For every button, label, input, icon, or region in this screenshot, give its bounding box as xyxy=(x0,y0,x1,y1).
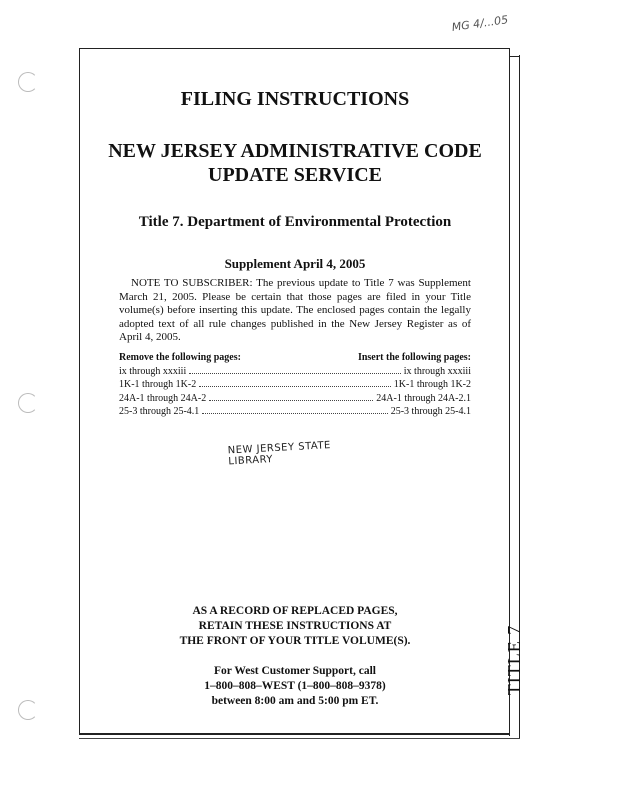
supplement-date: Supplement April 4, 2005 xyxy=(224,256,366,271)
remove-header: Remove the following pages: xyxy=(119,352,241,363)
retain-line-3: THE FRONT OF YOUR TITLE VOLUME(S). xyxy=(179,635,411,647)
service-title: UPDATE SERVICE xyxy=(208,164,382,186)
retain-line-2: RETAIN THESE INSTRUCTIONS AT xyxy=(198,620,392,632)
retain-line-1: AS A RECORD OF REPLACED PAGES, xyxy=(192,605,398,617)
insert-pages: 1K-1 through 1K-2 xyxy=(393,379,471,391)
code-title-block xyxy=(80,139,510,187)
table-row xyxy=(119,366,471,379)
leader-dots xyxy=(202,406,387,414)
support-phone: 1–800–808–WEST (1–800–808–9378) xyxy=(204,680,386,692)
pages-table xyxy=(119,366,471,419)
code-title: NEW JERSEY ADMINISTRATIVE CODE xyxy=(108,140,482,162)
punch-hole-middle xyxy=(18,393,38,413)
tab-top-rule xyxy=(509,56,519,57)
leader-dots xyxy=(209,393,373,401)
remove-pages: ix through xxxiii xyxy=(119,366,187,377)
insert-pages: 24A-1 through 24A-2.1 xyxy=(376,392,471,404)
remove-pages: 25-3 through 25-4.1 xyxy=(119,405,200,417)
frame-bottom-rule-outer xyxy=(79,738,520,739)
insert-header: Insert the following pages: xyxy=(357,352,471,363)
frame-bottom-rule xyxy=(79,733,509,735)
retain-instructions xyxy=(80,604,510,649)
handwritten-note: MG 4/...05 xyxy=(450,13,509,34)
subscriber-note: NOTE TO SUBSCRIBER: The previous update to Title 7 was Supplement March 21, 2005. Please be certain that those pages are filed in your Title volume(s) before inserting this update. The enclosed pages contain the legally adopted text of all rule changes published in the New Jersey Register as of April 4, 2005. xyxy=(119,277,471,343)
title-tab-label: TITLE 7 xyxy=(504,624,524,696)
remove-pages: 24A-1 through 24A-2 xyxy=(119,392,207,404)
customer-support xyxy=(80,664,510,709)
support-hours: between 8:00 am and 5:00 pm ET. xyxy=(211,695,379,707)
frame-top-rule xyxy=(79,48,509,49)
support-line-1: For West Customer Support, call xyxy=(214,665,376,677)
leader-dots xyxy=(189,366,401,374)
leader-dots xyxy=(199,379,391,387)
insert-pages: ix through xxxiii xyxy=(403,366,471,377)
pages-table-header xyxy=(119,352,471,365)
title-line: Title 7. Department of Environmental Protection xyxy=(138,214,452,230)
table-row xyxy=(119,406,471,419)
insert-pages: 25-3 through 25-4.1 xyxy=(390,405,471,417)
remove-pages: 1K-1 through 1K-2 xyxy=(119,379,197,391)
punch-hole-bottom xyxy=(18,700,38,720)
table-row xyxy=(119,379,471,392)
table-row xyxy=(119,393,471,406)
punch-hole-top xyxy=(18,72,38,92)
page-heading: FILING INSTRUCTIONS xyxy=(180,88,410,110)
library-stamp: NEW JERSEY STATE LIBRARY xyxy=(227,440,332,468)
